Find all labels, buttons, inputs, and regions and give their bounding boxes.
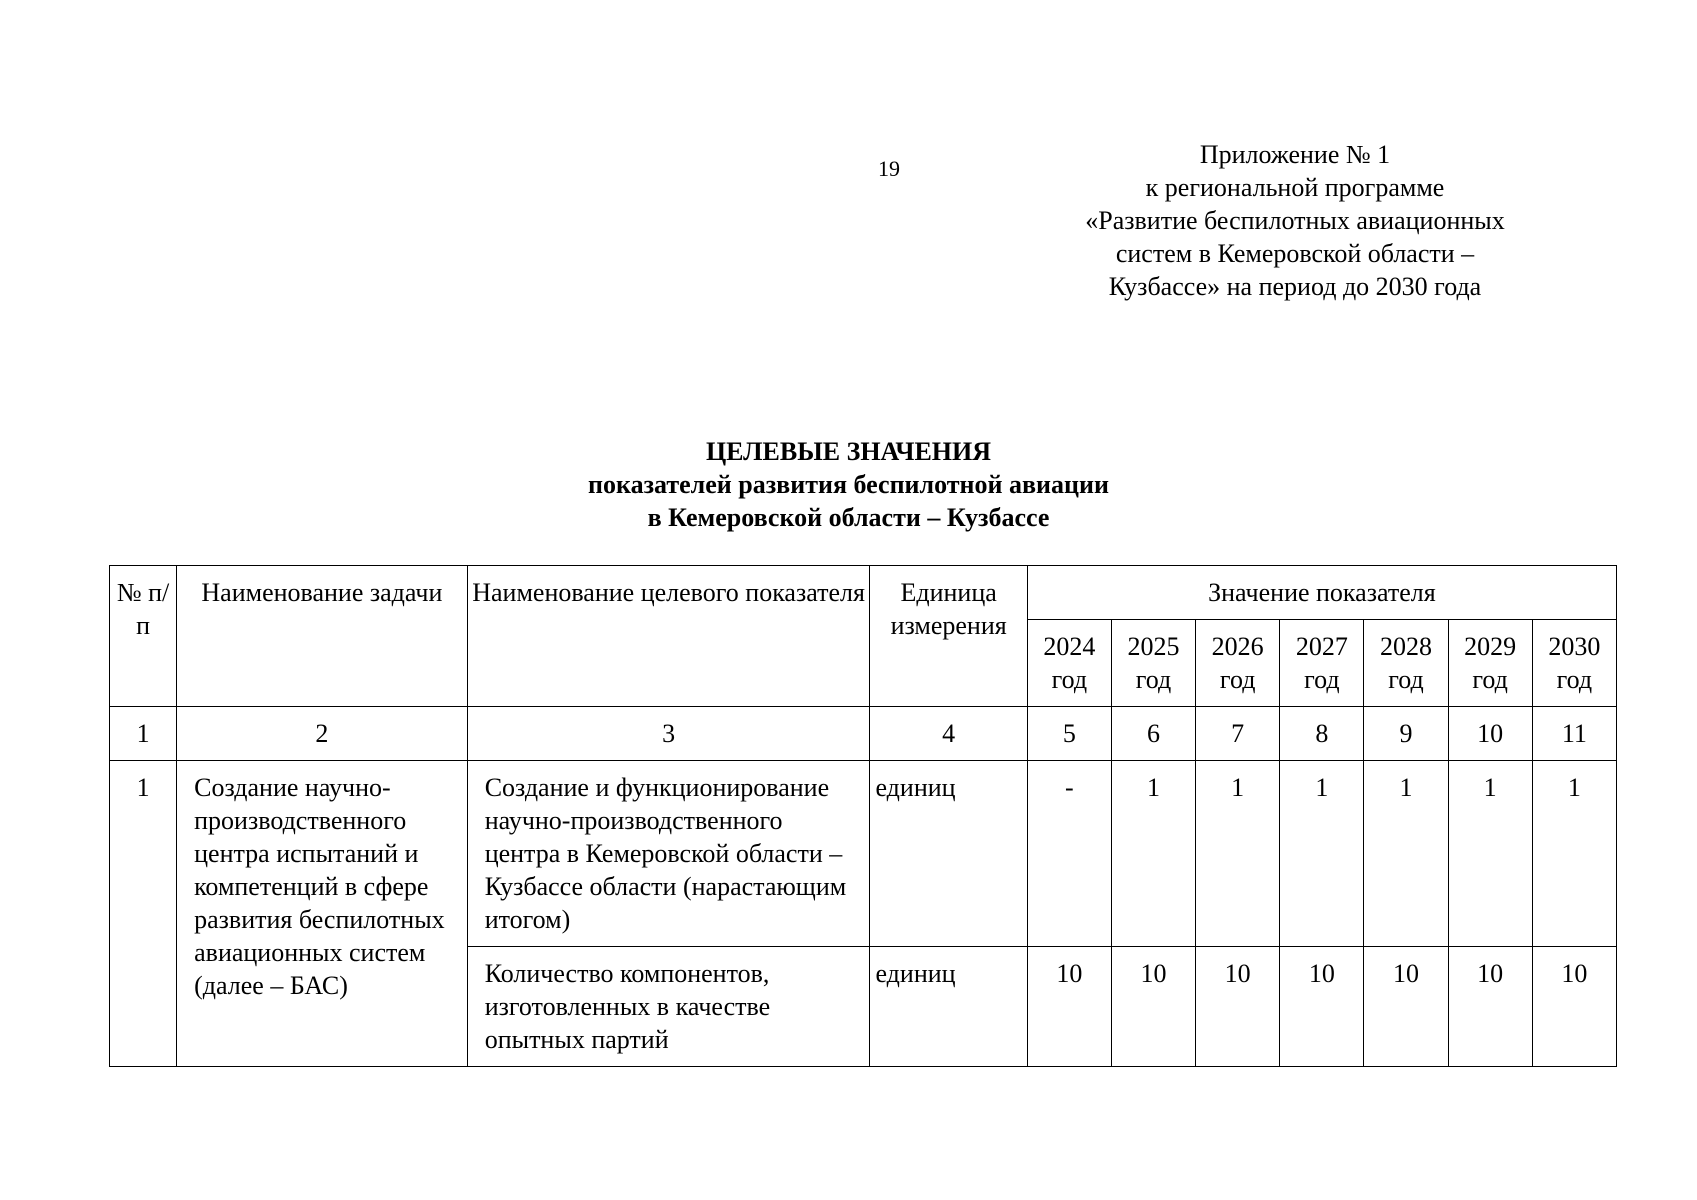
column-number: 4 bbox=[870, 707, 1027, 761]
target-values-table bbox=[109, 565, 1617, 1067]
column-number: 8 bbox=[1280, 707, 1364, 761]
header-year: 2025 год bbox=[1111, 620, 1195, 707]
page-number: 19 bbox=[878, 156, 900, 181]
row-num: 1 bbox=[110, 761, 177, 1067]
row-value: 10 bbox=[1196, 947, 1280, 1067]
row-value: 1 bbox=[1280, 761, 1364, 947]
title-line: в Кемеровской области – Кузбассе bbox=[647, 503, 1050, 532]
column-number: 11 bbox=[1532, 707, 1616, 761]
column-number: 3 bbox=[467, 707, 870, 761]
row-value: 10 bbox=[1364, 947, 1448, 1067]
title-line: показателей развития беспилотной авиации bbox=[588, 470, 1109, 499]
column-number: 5 bbox=[1027, 707, 1111, 761]
table-row bbox=[110, 761, 1617, 947]
appendix-line: к региональной программе bbox=[1145, 173, 1445, 202]
header-year: 2028 год bbox=[1364, 620, 1448, 707]
appendix-line: систем в Кемеровской области – bbox=[1115, 239, 1475, 268]
header-row bbox=[110, 566, 1617, 620]
appendix-line: «Развитие беспилотных авиационных bbox=[1085, 206, 1505, 235]
row-indicator: Создание и функционирование научно-производственного центра в Кемеровской области – Кузбассе области (нарастающим итогом) bbox=[467, 761, 870, 947]
row-value: 10 bbox=[1111, 947, 1195, 1067]
column-number: 1 bbox=[110, 707, 177, 761]
row-value: 1 bbox=[1448, 761, 1532, 947]
column-number: 9 bbox=[1364, 707, 1448, 761]
header-year: 2026 год bbox=[1196, 620, 1280, 707]
row-value: 1 bbox=[1111, 761, 1195, 947]
row-task: Создание научно-производственного центра испытаний и компетенций в сфере развития беспилотных авиационных систем (далее – БАС) bbox=[177, 761, 468, 1067]
header-year: 2027 год bbox=[1280, 620, 1364, 707]
title-line: ЦЕЛЕВЫЕ ЗНАЧЕНИЯ bbox=[705, 437, 992, 466]
appendix-caption bbox=[1050, 138, 1540, 303]
appendix-line: Кузбассе» на период до 2030 года bbox=[1108, 272, 1482, 301]
appendix-line: Приложение № 1 bbox=[1199, 140, 1391, 169]
row-value: 10 bbox=[1448, 947, 1532, 1067]
header-year: 2030 год bbox=[1532, 620, 1616, 707]
column-number: 10 bbox=[1448, 707, 1532, 761]
document-title bbox=[0, 435, 1697, 534]
header-value: Значение показателя bbox=[1027, 566, 1616, 620]
column-number: 2 bbox=[177, 707, 468, 761]
column-number: 6 bbox=[1111, 707, 1195, 761]
row-value: 1 bbox=[1532, 761, 1616, 947]
row-value: 10 bbox=[1027, 947, 1111, 1067]
column-number-row bbox=[110, 707, 1617, 761]
header-year: 2029 год bbox=[1448, 620, 1532, 707]
row-value: 1 bbox=[1196, 761, 1280, 947]
row-value: 10 bbox=[1280, 947, 1364, 1067]
header-unit: Единица измерения bbox=[870, 566, 1027, 707]
header-indicator: Наименование целевого показателя bbox=[467, 566, 870, 707]
row-unit: единиц bbox=[870, 947, 1027, 1067]
column-number: 7 bbox=[1196, 707, 1280, 761]
row-indicator: Количество компонентов, изготовленных в качестве опытных партий bbox=[467, 947, 870, 1067]
row-value: 10 bbox=[1532, 947, 1616, 1067]
row-value: - bbox=[1027, 761, 1111, 947]
header-num: № п/п bbox=[110, 566, 177, 707]
header-task: Наименование задачи bbox=[177, 566, 468, 707]
header-year: 2024 год bbox=[1027, 620, 1111, 707]
row-value: 1 bbox=[1364, 761, 1448, 947]
row-unit: единиц bbox=[870, 761, 1027, 947]
